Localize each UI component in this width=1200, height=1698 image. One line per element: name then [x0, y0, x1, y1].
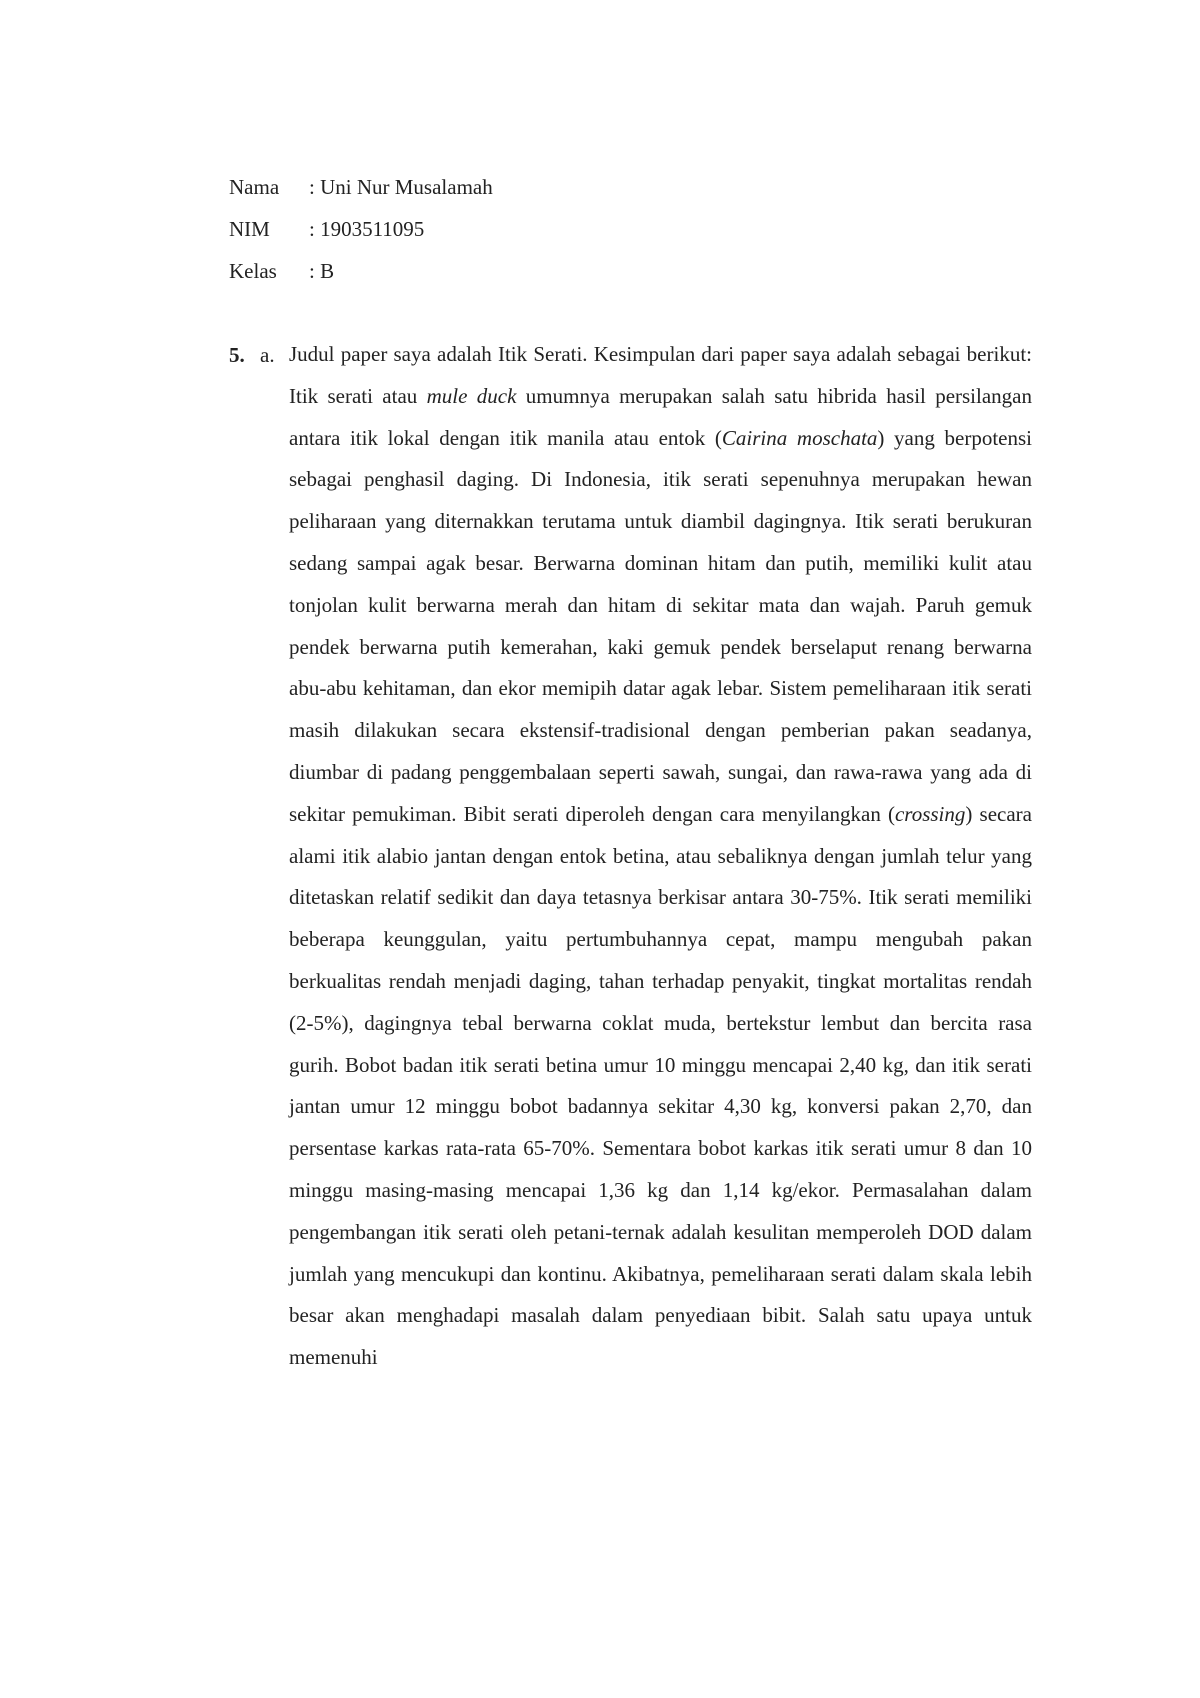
class-value: : B: [309, 259, 335, 283]
question-letter: a.: [260, 343, 275, 367]
name-row: [229, 166, 493, 208]
answer-italic-term: mule duck: [426, 383, 517, 408]
answer-text: ) yang berpotensi sebagai penghasil daging. Di Indonesia, itik serati sepenuhnya merupakan hewan peliharaan yang diternakkan terutama untuk diambil dagingnya. Itik serati berukuran sedang sampai agak besar. Berwarna dominan hitam dan putih, memiliki kulit atau tonjolan kulit berwarna merah dan hitam di sekitar mata dan wajah. Paruh gemuk pendek berwarna putih kemerahan, kaki gemuk pendek berselaput renang berwarna abu-abu kehitaman, dan ekor memipih datar agak lebar. Sistem pemeliharaan itik serati masih dilakukan secara ekstensif-tradisional dengan pemberian pakan seadanya, diumbar di padang penggembalaan seperti sawah, sungai, dan rawa-rawa yang ada di sekitar pemukiman. Bibit serati diperoleh dengan cara menyilangkan (: [289, 425, 1032, 826]
name-label: Nama: [229, 175, 280, 199]
answer-italic-term: crossing: [894, 801, 966, 826]
class-label: Kelas: [229, 259, 277, 283]
answer-text: Judul paper saya adalah Itik Serati. Kesimpulan dari paper saya adalah sebagai berikut: Itik serati atau: [289, 342, 1032, 408]
student-info: [229, 166, 493, 292]
class-row: [229, 250, 493, 292]
nim-row: [229, 208, 493, 250]
nim-value: : 1903511095: [309, 217, 425, 241]
answer-text: umumnya merupakan salah satu hibrida hasil persilangan antara itik lokal dengan itik manila atau entok (: [289, 383, 1032, 450]
name-value: : Uni Nur Musalamah: [309, 175, 493, 199]
answer-paragraph: [289, 334, 1032, 1379]
question-number: 5.: [229, 343, 245, 367]
nim-label: NIM: [229, 217, 270, 241]
answer-text: ) secara alami itik alabio jantan dengan entok betina, atau sebaliknya dengan jumlah telur yang ditetaskan relatif sedikit dan daya tetasnya berkisar antara 30-75%. Itik serati memiliki beberapa keunggulan, yaitu pertumbuhannya cepat, mampu mengubah pakan berkualitas rendah menjadi daging, tahan terhadap penyakit, tingkat mortalitas rendah (2-5%), dagingnya tebal berwarna coklat muda, bertekstur lembut dan bercita rasa gurih. Bobot badan itik serati betina umur 10 minggu mencapai 2,40 kg, dan itik serati jantan umur 12 minggu bobot badannya sekitar 4,30 kg, konversi pakan 2,70, dan persentase karkas rata-rata 65-70%. Sementara bobot karkas itik serati umur 8 dan 10 minggu masing-masing mencapai 1,36 kg dan 1,14 kg/ekor. Permasalahan dalam pengembangan itik serati oleh petani-ternak adalah kesulitan memperoleh DOD dalam jumlah yang mencukupi dan kontinu. Akibatnya, pemeliharaan serati dalam skala lebih besar akan menghadapi masalah dalam penyediaan bibit. Salah satu upaya untuk memenuhi: [289, 801, 1032, 1370]
answer-italic-term: Cairina moschata: [721, 425, 878, 450]
